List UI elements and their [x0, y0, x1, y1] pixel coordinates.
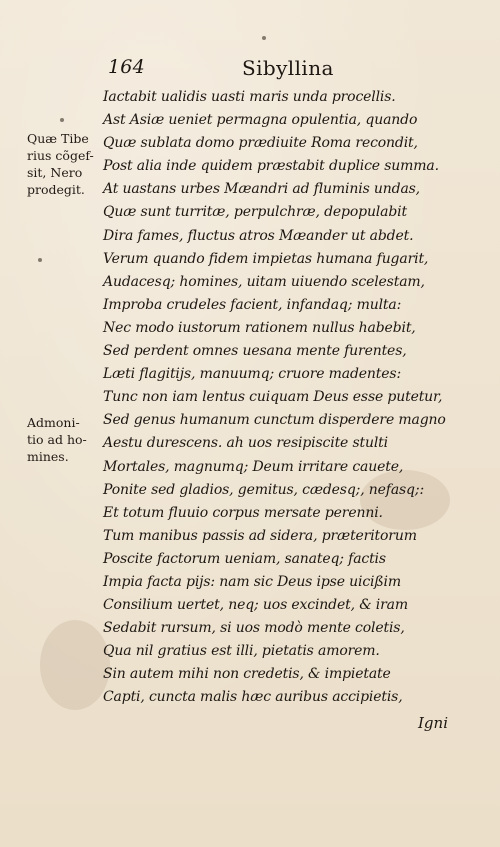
verse-line: Sedabit rursum, si uos modò mente coletis,	[103, 620, 405, 637]
verse-line: At uastans urbes Mæandri ad fluminis undas,	[103, 181, 420, 198]
verse-line: Mortales, magnumq; Deum irritare cauete,	[103, 458, 404, 475]
verse-line: Ponite sed gladios, gemitus, cædesq;, nefasq;:	[103, 481, 425, 498]
verse-line: Ast Asiæ ueniet permagna opulentia, quando	[103, 112, 418, 129]
verse-line: Sin autem mihi non credetis, & impietate	[103, 666, 391, 683]
side-note-line: Quæ Tibe	[27, 131, 89, 146]
verse-line: Aestu durescens. ah uos resipiscite stulti	[103, 435, 388, 452]
verse-line: Sed perdent omnes uesana mente furentes,	[103, 343, 407, 360]
page-header	[0, 56, 500, 82]
verse-line: Qua nil gratius est illi, pietatis amorem.	[103, 643, 380, 660]
verse-line: Audacesq; homines, uitam uiuendo scelestam,	[103, 273, 425, 290]
verse-line: Tum manibus passis ad sidera, præteritorum	[103, 527, 417, 544]
ink-speck	[262, 36, 266, 40]
verse-line: Poscite factorum ueniam, sanateq; factis	[103, 550, 386, 567]
side-note-line: rius cõgef-	[27, 148, 94, 163]
side-note-tiberius	[27, 130, 101, 198]
verse-line: Nec modo iustorum rationem nullus habebit,	[103, 319, 416, 336]
verse-text	[103, 86, 458, 710]
verse-line: Iactabit ualidis uasti maris unda procellis.	[103, 89, 396, 105]
verse-line: Dira fames, fluctus atros Mæander ut abdet.	[103, 227, 414, 244]
side-note-line: mines.	[27, 449, 69, 464]
verse-line: Quæ sublata domo prædiuite Roma recondit,	[103, 135, 418, 152]
side-note-line: sit, Nero	[27, 165, 83, 180]
ink-speck	[60, 118, 64, 122]
verse-line: Verum quando fidem impietas humana fugarit,	[103, 250, 429, 267]
verse-line: Tunc non iam lentus cuiquam Deus esse putetur,	[103, 389, 443, 406]
verse-line: Et totum fluuio corpus mersate perenni.	[103, 504, 383, 521]
side-note-admonitio	[27, 414, 101, 465]
verse-line: Consilium uertet, neq; uos excindet, & iram	[103, 597, 409, 614]
side-note-line: prodegit.	[27, 182, 85, 197]
verse-line: Capti, cuncta malis hæc auribus accipietis,	[103, 689, 403, 706]
verse-line: Læti flagitijs, manuumq; cruore madentes:	[103, 366, 402, 383]
verse-line: Impia facta pijs: nam sic Deus ipse uicißim	[103, 573, 401, 590]
verse-line: Post alia inde quidem præstabit duplice summa.	[103, 158, 439, 175]
side-note-line: Admoni-	[27, 415, 80, 430]
running-head: Sibyllina	[242, 56, 334, 80]
side-note-line: tio ad ho-	[27, 432, 87, 447]
verse-line: Quæ sunt turritæ, perpulchræ, depopulabit	[103, 204, 407, 221]
verse-line: Improba crudeles facient, infandaq; multa:	[103, 296, 402, 313]
verse-line: Sed genus humanum cunctum disperdere magno	[103, 412, 446, 429]
paper-stain	[40, 620, 110, 710]
ink-speck	[38, 258, 42, 262]
catchword: Igni	[418, 714, 448, 732]
page-number: 164	[108, 56, 145, 78]
